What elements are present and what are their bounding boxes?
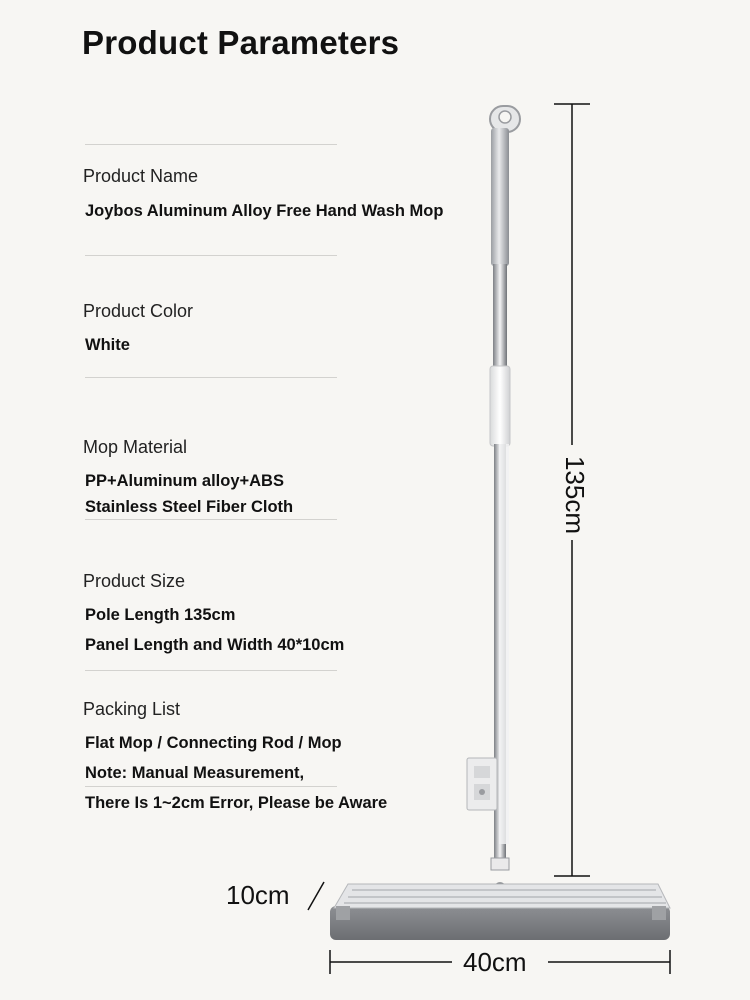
wall-bracket	[467, 758, 497, 810]
page-title: Product Parameters	[82, 24, 400, 61]
mop-material-value-1: PP+Aluminum alloy+ABS	[85, 472, 284, 490]
product-size-value-2: Panel Length and Width 40*10cm	[85, 636, 345, 654]
mop-material-label: Mop Material	[83, 437, 188, 457]
product-name-label: Product Name	[83, 166, 199, 186]
product-color-label: Product Color	[83, 301, 194, 321]
product-name-value: Joybos Aluminum Alloy Free Hand Wash Mop	[85, 202, 444, 220]
product-size-value-1: Pole Length 135cm	[85, 606, 236, 624]
pole-grip	[491, 128, 509, 266]
product-color-value: White	[85, 336, 130, 354]
mop-material-value-2: Stainless Steel Fiber Cloth	[85, 498, 294, 516]
pole-upper	[493, 264, 507, 370]
pole-cover	[499, 444, 509, 844]
mop-head	[330, 884, 670, 940]
pole-sleeve	[490, 366, 510, 446]
product-size-label: Product Size	[83, 571, 186, 591]
height-dimension-label: 135cm	[560, 455, 590, 535]
packing-list-note-1: Note: Manual Measurement,	[85, 764, 305, 782]
packing-list-value-1: Flat Mop / Connecting Rod / Mop	[85, 734, 342, 752]
packing-list-note-2: There Is 1~2cm Error, Please be Aware	[85, 794, 388, 812]
packing-list-label: Packing List	[83, 699, 181, 719]
width-dimension-label: 40cm	[463, 947, 527, 977]
depth-dimension-label: 10cm	[226, 880, 290, 910]
depth-dimension-line	[308, 882, 324, 910]
